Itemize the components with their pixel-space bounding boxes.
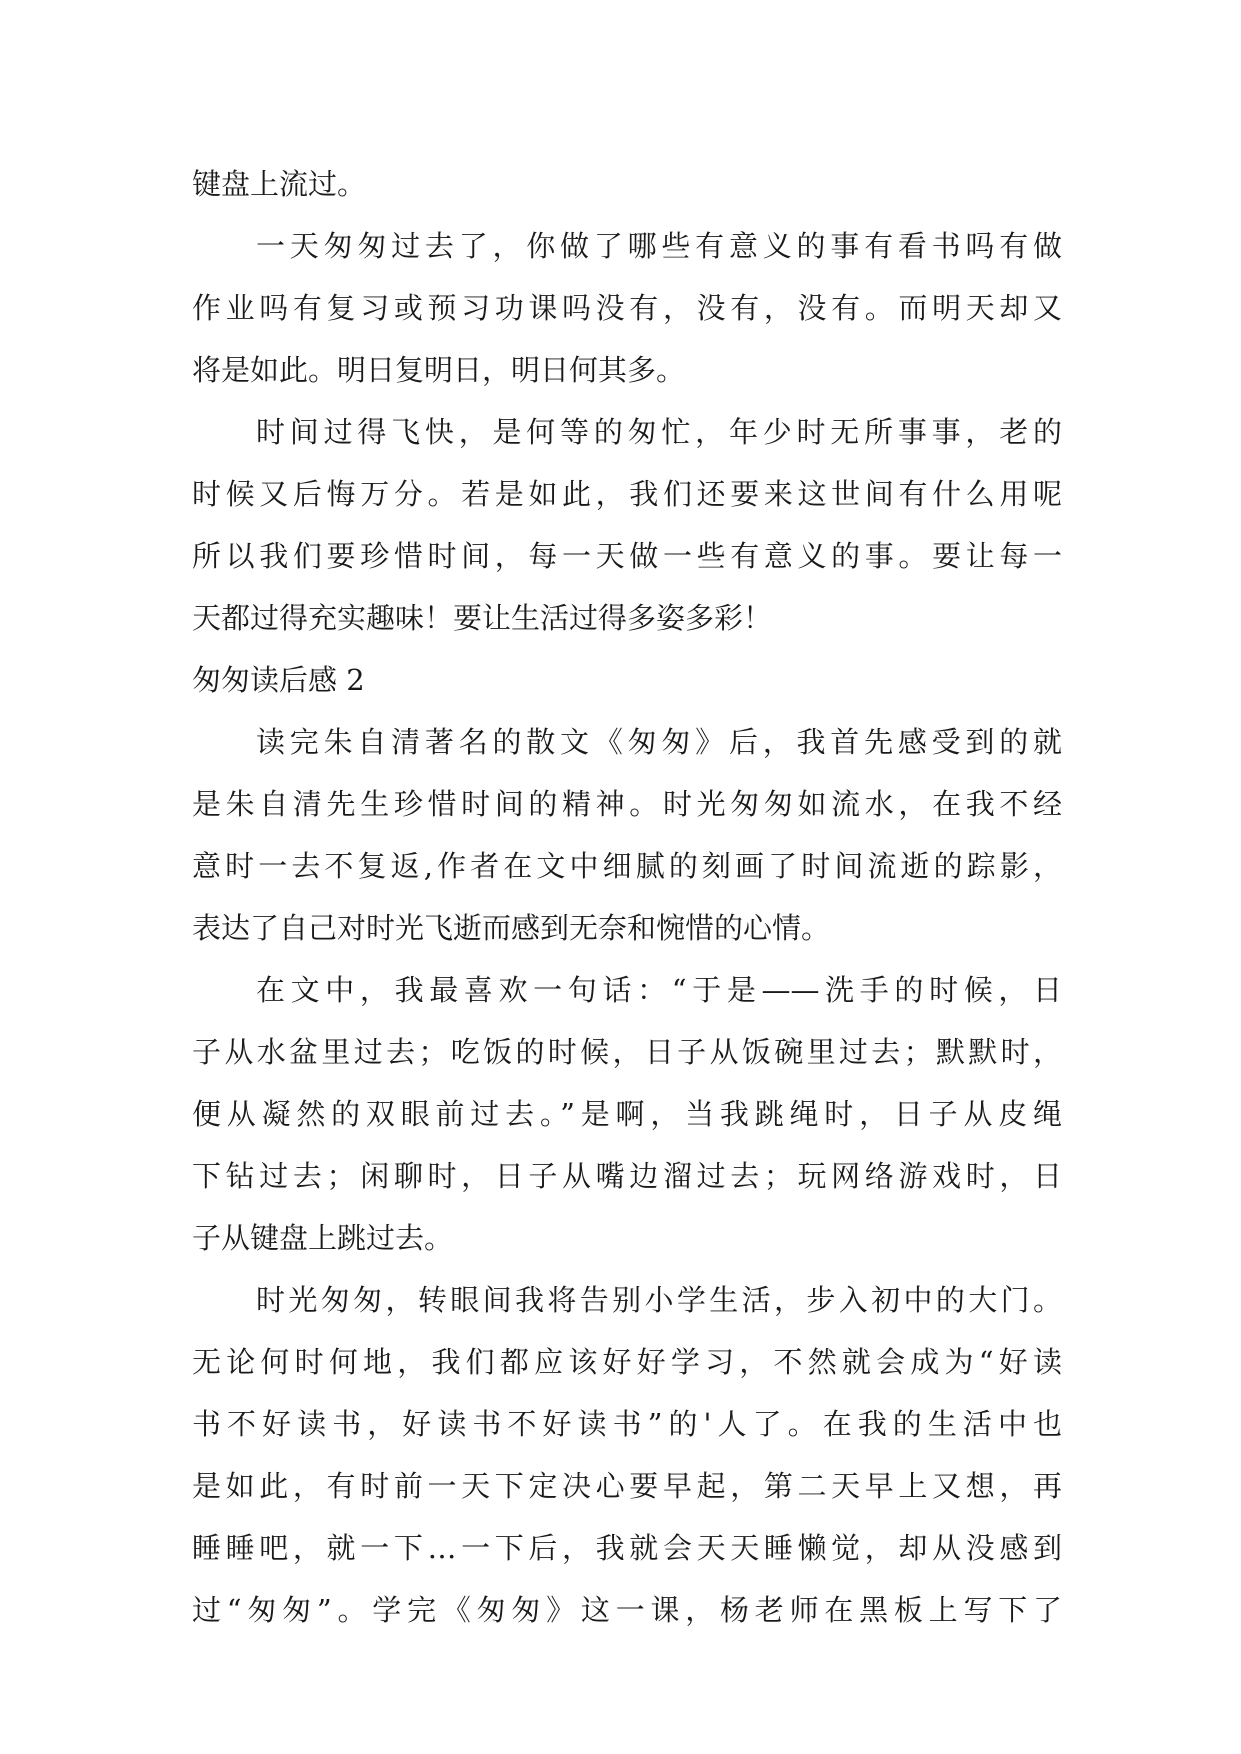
text-line: 读完朱自清著名的散文《匆匆》后，我首先感受到的就 <box>256 725 1062 759</box>
document-body <box>192 153 1062 1641</box>
text-line: 无论何时何地，我们都应该好好学习，不然就会成为“好读 <box>192 1345 1062 1379</box>
text-line: 睡睡吧，就一下…一下后，我就会天天睡懒觉，却从没感到 <box>192 1531 1062 1565</box>
text-line: 键盘上流过。 <box>192 167 367 201</box>
text-line: 过“匆匆”。学完《匆匆》这一课，杨老师在黑板上写下了 <box>192 1593 1062 1627</box>
text-line: 是朱自清先生珍惜时间的精神。时光匆匆如流水，在我不经 <box>192 787 1062 821</box>
text-line: 便从凝然的双眼前过去。”是啊，当我跳绳时，日子从皮绳 <box>192 1097 1062 1131</box>
text-line: 时间过得飞快，是何等的匆忙，年少时无所事事，老的 <box>256 415 1062 449</box>
text-line: 时候又后悔万分。若是如此，我们还要来这世间有什么用呢 <box>192 477 1062 511</box>
text-line: 意时一去不复返,作者在文中细腻的刻画了时间流逝的踪影， <box>192 849 1062 883</box>
text-line: 书不好读书，好读书不好读书”的'人了。在我的生活中也 <box>192 1407 1062 1441</box>
text-line: 子从键盘上跳过去。 <box>192 1221 454 1255</box>
text-line: 将是如此。明日复明日，明日何其多。 <box>192 353 686 387</box>
text-line: 一天匆匆过去了，你做了哪些有意义的事有看书吗有做 <box>256 229 1062 263</box>
text-line: 是如此，有时前一天下定决心要早起，第二天早上又想，再 <box>192 1469 1062 1503</box>
section-heading: 匆匆读后感 2 <box>192 663 365 697</box>
text-line: 子从水盆里过去；吃饭的时候，日子从饭碗里过去；默默时， <box>192 1035 1062 1069</box>
text-line: 在文中，我最喜欢一句话：“于是——洗手的时候，日 <box>256 973 1062 1007</box>
text-line: 下钻过去；闲聊时，日子从嘴边溜过去；玩网络游戏时，日 <box>192 1159 1062 1193</box>
text-line: 作业吗有复习或预习功课吗没有，没有，没有。而明天却又 <box>192 291 1062 325</box>
text-line: 所以我们要珍惜时间，每一天做一些有意义的事。要让每一 <box>192 539 1062 573</box>
text-line: 天都过得充实趣味！要让生活过得多姿多彩！ <box>192 601 773 635</box>
text-line: 时光匆匆，转眼间我将告别小学生活，步入初中的大门。 <box>256 1283 1062 1317</box>
text-line: 表达了自己对时光飞逝而感到无奈和惋惜的心情。 <box>192 911 831 945</box>
